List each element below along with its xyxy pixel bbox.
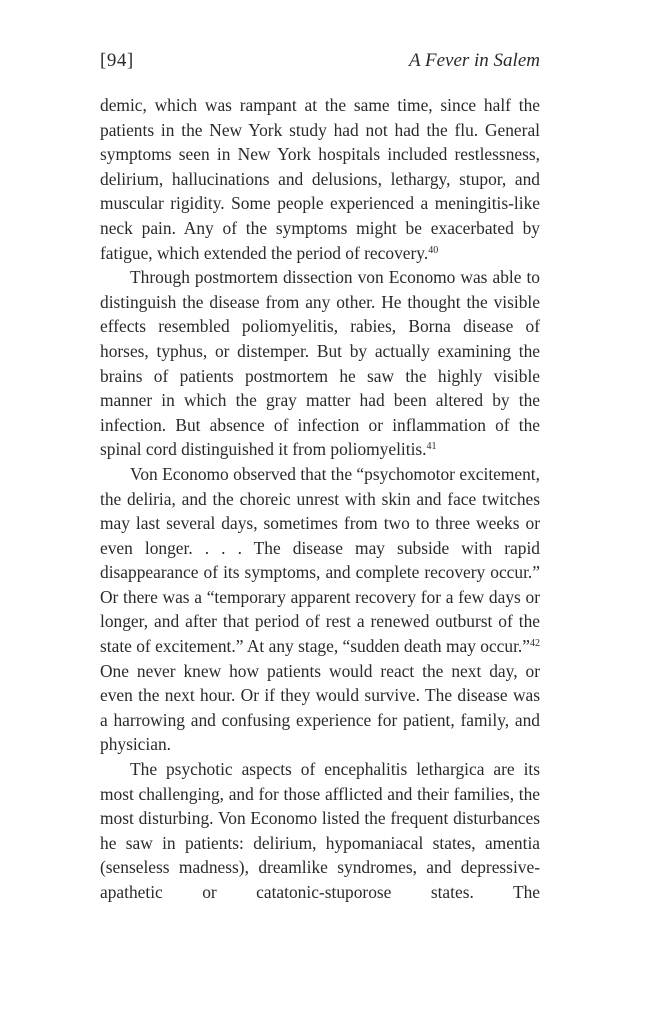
paragraph-text: Von Economo observed that the “psychomotor excitement, the deliria, and the choreic unrest with skin and face twitches may last several days, sometimes from two to three weeks or even longer. . . . The disease may subside with rapid disappearance of its symptoms, and complete recovery occur.” Or there was a “temporary apparent recovery for a few days or longer, and after that period of rest a renewed outburst of the state of excitement.” At any stage, “sudden death may occur.” bbox=[100, 463, 540, 657]
paragraph bbox=[100, 265, 540, 462]
footnote-ref: 40 bbox=[428, 244, 439, 256]
running-head bbox=[100, 50, 540, 78]
page-number: [94] bbox=[100, 50, 134, 71]
running-title: A Fever in Salem bbox=[408, 50, 540, 71]
paragraph-text: The psychotic aspects of encephalitis lethargica are its most challenging, and for those afflicted and their families, the most disturbing. Von Economo listed the frequent disturbances he saw in patients: delirium, hypomaniacal states, amentia (senseless madness), dreamlike syndromes, and depressive-apathetic or catatonic-stuporose states. The bbox=[100, 759, 540, 902]
paragraph bbox=[100, 757, 540, 905]
body-text bbox=[100, 93, 540, 905]
footnote-ref: 42 bbox=[530, 638, 540, 650]
paragraph-text: demic, which was rampant at the same time, since half the patients in the New York study had not had the flu. General symptoms seen in New York hospitals included restlessness, delirium, hallucinations and delusions, lethargy, stupor, and muscular rigidity. Some people experienced a meningitis-like neck pain. Any of the symptoms might be exacerbated by fatigue, which extended the period of recovery. bbox=[100, 95, 540, 263]
footnote-ref: 41 bbox=[426, 441, 437, 453]
paragraph-text: Through postmortem dissection von Economo was able to distinguish the disease from any other. He thought the visible effects resembled poliomyelitis, rabies, Borna disease of horses, typhus, or distemper. But by actually examining the brains of patients postmortem he saw the highly visible manner in which the gray matter had been altered by the infection. But absence of infection or inflammation of the spinal cord distinguished it from poliomyelitis. bbox=[100, 267, 540, 460]
paragraph-text: One never knew how patients would react the next day, or even the next hour. Or if they would survive. The disease was a harrowing and confusing experience for patient, family, and physician. bbox=[100, 660, 540, 755]
paragraph bbox=[100, 462, 540, 757]
paragraph bbox=[100, 93, 540, 265]
